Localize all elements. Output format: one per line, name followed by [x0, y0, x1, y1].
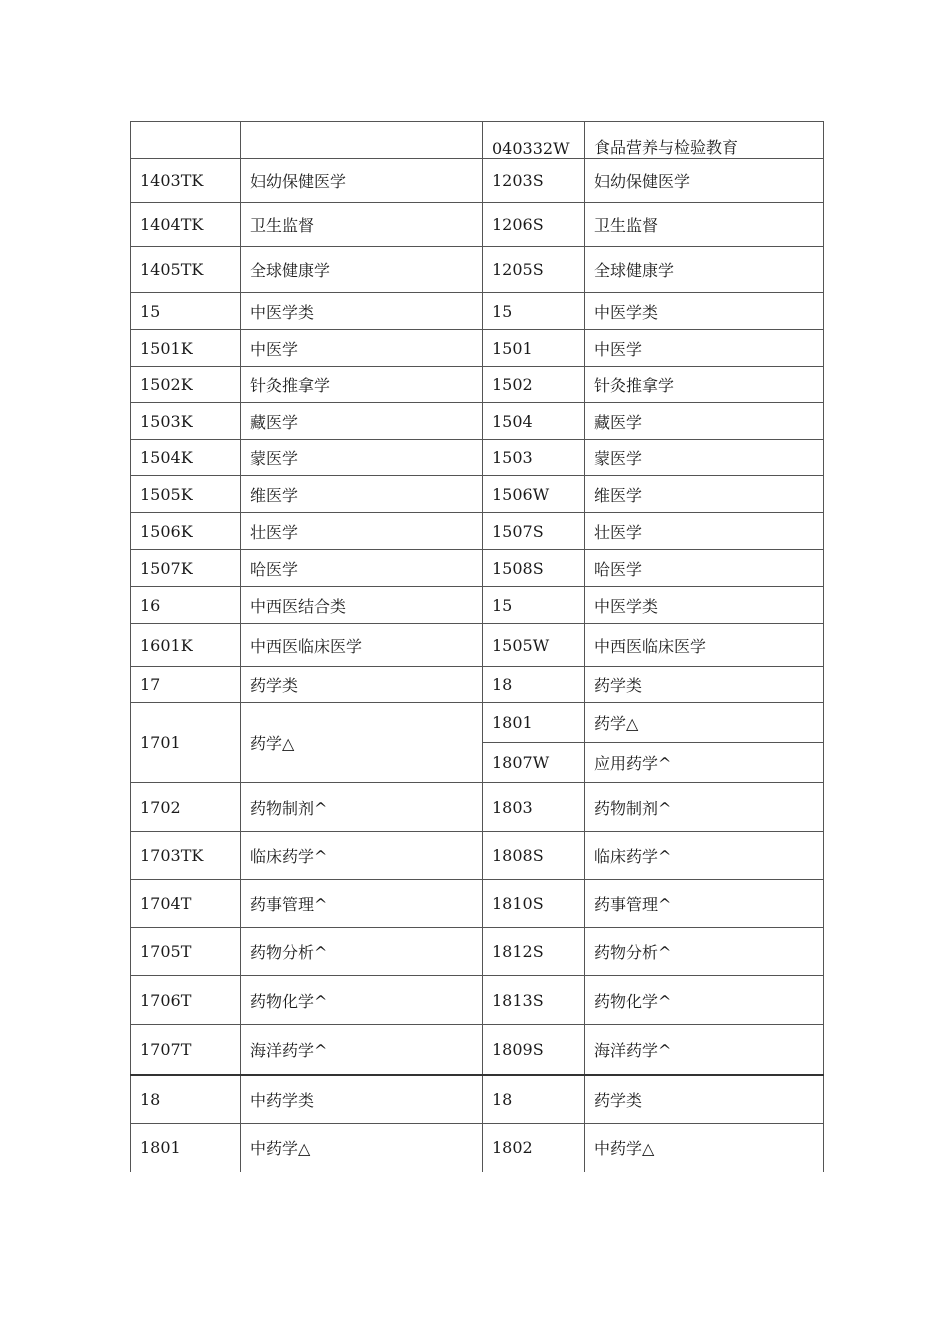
new-name: 中医学类 [585, 587, 824, 624]
new-code: 1507S [483, 513, 585, 550]
old-code: 1507K [131, 550, 241, 587]
new-name: 应用药学^ [585, 743, 824, 783]
new-name: 妇幼保健医学 [585, 159, 824, 203]
new-code: 1809S [483, 1025, 585, 1075]
old-code: 1702 [131, 783, 241, 832]
new-name: 药物分析^ [585, 928, 824, 976]
old-name: 中药学类 [241, 1075, 483, 1124]
table-row [131, 1025, 824, 1075]
old-code: 1707T [131, 1025, 241, 1075]
new-name: 蒙医学 [585, 440, 824, 476]
table-row [131, 880, 824, 928]
old-code: 17 [131, 667, 241, 703]
new-code: 1506W [483, 476, 585, 513]
new-code: 1504 [483, 403, 585, 440]
old-name: 中药学△ [241, 1124, 483, 1172]
old-code: 1505K [131, 476, 241, 513]
major-code-table [130, 121, 824, 1172]
table-row [131, 667, 824, 703]
new-code: 1206S [483, 203, 585, 247]
old-name: 药物制剂^ [241, 783, 483, 832]
old-name: 哈医学 [241, 550, 483, 587]
table-row [131, 330, 824, 367]
old-code: 1503K [131, 403, 241, 440]
old-name: 中医学 [241, 330, 483, 367]
table-row [131, 513, 824, 550]
new-name: 中西医临床医学 [585, 624, 824, 667]
new-name: 临床药学^ [585, 832, 824, 880]
new-code: 1808S [483, 832, 585, 880]
new-code: 1505W [483, 624, 585, 667]
new-code: 1807W [483, 743, 585, 783]
old-code: 1403TK [131, 159, 241, 203]
old-name: 妇幼保健医学 [241, 159, 483, 203]
new-code: 1812S [483, 928, 585, 976]
old-name: 药物分析^ [241, 928, 483, 976]
old-code: 1404TK [131, 203, 241, 247]
new-name: 药物制剂^ [585, 783, 824, 832]
old-code: 1501K [131, 330, 241, 367]
old-name: 藏医学 [241, 403, 483, 440]
old-name: 临床药学^ [241, 832, 483, 880]
new-name: 卫生监督 [585, 203, 824, 247]
table-row [131, 203, 824, 247]
old-name: 海洋药学^ [241, 1025, 483, 1075]
old-code: 1801 [131, 1124, 241, 1172]
new-code: 1502 [483, 367, 585, 403]
new-code: 1802 [483, 1124, 585, 1172]
new-code: 1803 [483, 783, 585, 832]
table-row [131, 783, 824, 832]
old-code: 1601K [131, 624, 241, 667]
new-code: 15 [483, 293, 585, 330]
new-name: 壮医学 [585, 513, 824, 550]
new-name: 药学类 [585, 667, 824, 703]
table-row [131, 403, 824, 440]
table-row [131, 159, 824, 203]
table-row [131, 367, 824, 403]
new-name: 中药学△ [585, 1124, 824, 1172]
new-code: 1810S [483, 880, 585, 928]
table-row [131, 293, 824, 330]
old-code: 1703TK [131, 832, 241, 880]
old-code: 1506K [131, 513, 241, 550]
new-name: 维医学 [585, 476, 824, 513]
new-name: 中医学类 [585, 293, 824, 330]
old-name: 维医学 [241, 476, 483, 513]
table-row [131, 976, 824, 1025]
new-name: 全球健康学 [585, 247, 824, 293]
new-code: 15 [483, 587, 585, 624]
old-name: 卫生监督 [241, 203, 483, 247]
old-code: 1504K [131, 440, 241, 476]
table-row [131, 550, 824, 587]
new-name: 药学△ [585, 703, 824, 743]
new-name: 药物化学^ [585, 976, 824, 1025]
new-code: 1501 [483, 330, 585, 367]
new-code: 1813S [483, 976, 585, 1025]
new-name: 哈医学 [585, 550, 824, 587]
new-code: 18 [483, 667, 585, 703]
new-name: 药学类 [585, 1075, 824, 1124]
old-name: 药学△ [241, 703, 483, 783]
new-name: 藏医学 [585, 403, 824, 440]
new-name: 中医学 [585, 330, 824, 367]
new-code: 1205S [483, 247, 585, 293]
table-row [131, 624, 824, 667]
table-row [131, 703, 824, 743]
old-code: 15 [131, 293, 241, 330]
table-row [131, 440, 824, 476]
new-code: 1508S [483, 550, 585, 587]
old-code: 1502K [131, 367, 241, 403]
table-row [131, 1124, 824, 1172]
old-name: 针灸推拿学 [241, 367, 483, 403]
old-code: 1405TK [131, 247, 241, 293]
table-row [131, 928, 824, 976]
new-code: 1203S [483, 159, 585, 203]
new-name: 针灸推拿学 [585, 367, 824, 403]
table-row [131, 832, 824, 880]
old-code: 18 [131, 1075, 241, 1124]
old-name: 药事管理^ [241, 880, 483, 928]
old-name [241, 122, 483, 159]
new-code: 1801 [483, 703, 585, 743]
old-name: 蒙医学 [241, 440, 483, 476]
old-name: 药学类 [241, 667, 483, 703]
old-code: 1705T [131, 928, 241, 976]
table-row [131, 476, 824, 513]
new-code: 040332W [483, 122, 585, 159]
table-row [131, 122, 824, 159]
old-name: 壮医学 [241, 513, 483, 550]
new-name: 药事管理^ [585, 880, 824, 928]
old-code: 1704T [131, 880, 241, 928]
table-row [131, 587, 824, 624]
old-name: 中西医临床医学 [241, 624, 483, 667]
new-code: 1503 [483, 440, 585, 476]
old-code: 16 [131, 587, 241, 624]
new-name: 食品营养与检验教育 [585, 122, 824, 159]
new-code: 18 [483, 1075, 585, 1124]
old-name: 中西医结合类 [241, 587, 483, 624]
old-name: 全球健康学 [241, 247, 483, 293]
old-code: 1701 [131, 703, 241, 783]
old-name: 药物化学^ [241, 976, 483, 1025]
new-name: 海洋药学^ [585, 1025, 824, 1075]
old-name: 中医学类 [241, 293, 483, 330]
table-row [131, 247, 824, 293]
old-code: 1706T [131, 976, 241, 1025]
old-code [131, 122, 241, 159]
table-row [131, 1075, 824, 1124]
